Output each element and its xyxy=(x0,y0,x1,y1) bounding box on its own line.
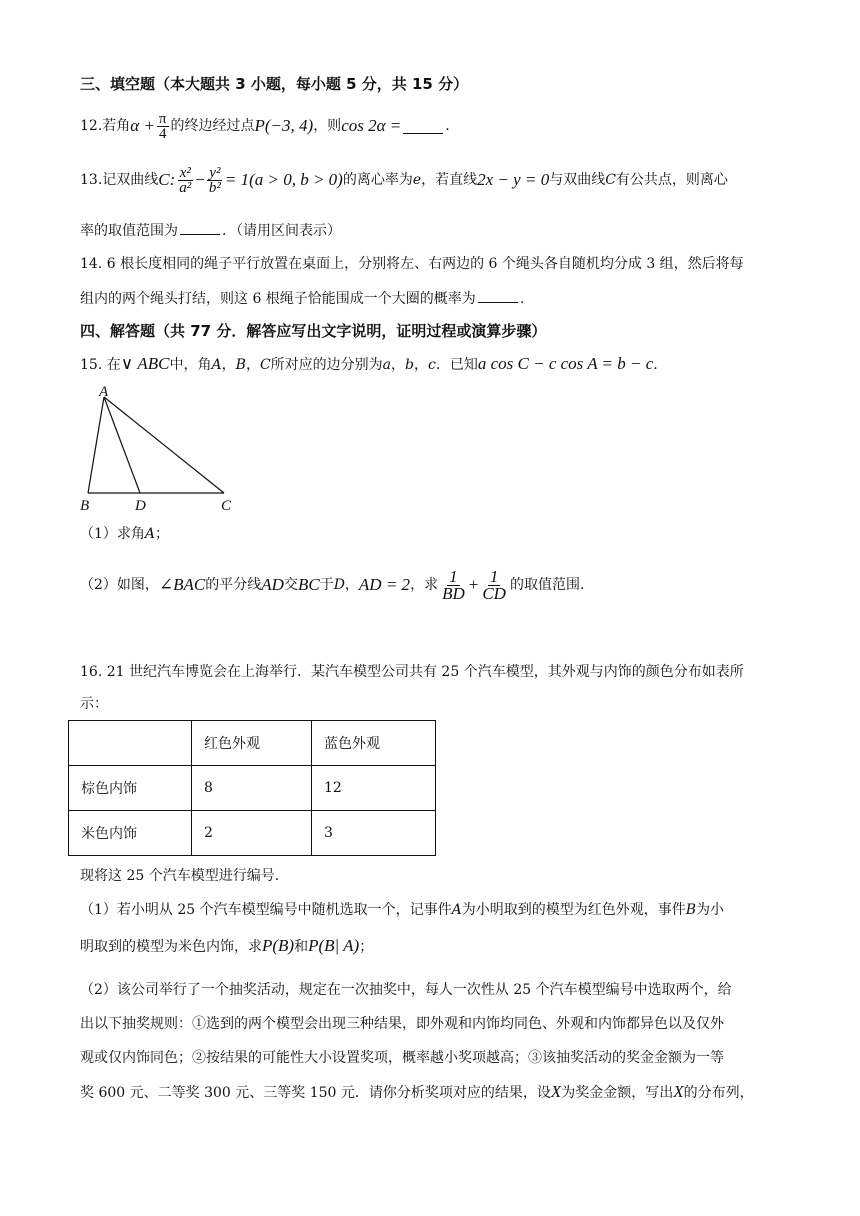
q16-part-1-line-2 xyxy=(80,936,373,957)
q15-equation: a cos C − c cos A = b − c xyxy=(477,354,654,373)
q16-p2-text-c: 的分布列， xyxy=(683,1085,754,1101)
table-cell: 3 xyxy=(312,811,436,856)
table-row xyxy=(69,811,436,856)
q16-p1-text-c: 为小 xyxy=(696,902,725,918)
table-cell: 米色内饰 xyxy=(69,811,192,856)
q16-p1-and: 和 xyxy=(294,939,309,955)
q12-number: 12. xyxy=(80,118,103,134)
q13-x2: x² xyxy=(179,164,191,181)
q13-condition: = 1(a > 0, b > 0) xyxy=(224,170,343,189)
q16-part-1-line-1 xyxy=(80,900,724,920)
q15-A: A xyxy=(211,357,222,373)
q15-part-1 xyxy=(80,524,169,544)
q15-frac-1-cd xyxy=(480,566,508,603)
q12-answer-blank[interactable] xyxy=(403,119,443,134)
q14-line2-text-b: . xyxy=(519,291,525,307)
q12-frac-den: 4 xyxy=(158,125,167,142)
q15-p2-text-b: 的平分线 xyxy=(205,577,262,593)
q15-plus: + xyxy=(468,575,479,594)
q12-alpha: α + xyxy=(130,116,155,135)
q15-p1-text-a: （1）求角 xyxy=(80,526,145,542)
q15-C: C xyxy=(259,357,271,373)
q15-p2-text-c: 交 xyxy=(283,577,298,593)
q16-p1-end: ； xyxy=(359,939,374,955)
q13-number: 13. xyxy=(80,172,103,188)
q15-sep-1: ， xyxy=(221,357,236,373)
q15-p1-A: A xyxy=(144,526,156,542)
table-header-cell xyxy=(69,721,192,766)
q16-part-2-line-4 xyxy=(80,1082,754,1103)
label-c: C xyxy=(221,498,232,514)
q13-text-2: 的离心率为 xyxy=(342,172,413,188)
q12-text-1: 若角 xyxy=(102,118,131,134)
q12-text-2: 的终边经过点 xyxy=(170,118,255,134)
q13-y2-over-b2 xyxy=(207,166,223,195)
q16-p1-pb: P(B) xyxy=(262,936,295,955)
table-cell: 棕色内饰 xyxy=(69,766,192,811)
section-heading-solutions: 四、解答题（共 77 分．解答应写出文字说明，证明过程或演算步骤） xyxy=(80,322,547,340)
q15-p2-ad: AD xyxy=(261,575,284,594)
q15-B: B xyxy=(235,357,246,373)
q15-frac2-den: CD xyxy=(482,583,506,603)
q13-y2: y² xyxy=(209,164,221,181)
q13-c: C: xyxy=(158,170,176,189)
q12-text-4: . xyxy=(445,118,450,134)
q15-a: a xyxy=(382,357,392,373)
q12-frac-num: π xyxy=(158,110,167,127)
q13-answer-blank[interactable] xyxy=(180,220,220,235)
table-row xyxy=(69,766,436,811)
q15-frac1-den: BD xyxy=(442,583,465,603)
q15-sep-4: ， xyxy=(414,357,428,373)
q13-a2: a² xyxy=(179,179,192,196)
q15-text-1: 在 xyxy=(106,357,121,373)
segment-ab xyxy=(88,397,104,493)
q14-answer-blank[interactable] xyxy=(478,288,518,303)
q15-p2-text-f: ，求 xyxy=(410,577,439,593)
q15-sep-3: ， xyxy=(391,357,406,373)
question-16-line-2: 示： xyxy=(80,696,108,712)
q13-x2-over-a2 xyxy=(177,166,193,195)
q13-e: e xyxy=(412,172,422,188)
q16-part-2-line-3: 观或仅内饰同色；②按结果的可能性大小设置奖项，概率越小奖项越高；③该抽奖活动的奖金金额为一等 xyxy=(80,1050,724,1066)
table-header-row xyxy=(69,721,436,766)
question-15 xyxy=(80,354,658,375)
triangle-figure xyxy=(76,384,246,514)
q12-text-3: ，则 xyxy=(313,118,342,134)
label-b: B xyxy=(80,498,90,514)
q15-p2-bc: BC xyxy=(297,575,320,594)
question-12 xyxy=(80,108,450,144)
question-16-line-1: 16. 21 世纪汽车博览会在上海举行．某汽车模型公司共有 25 个汽车模型，其外观与内饰的颜色分布如表所 xyxy=(80,664,744,680)
q15-sep-2: ， xyxy=(245,357,260,373)
q15-number: 15. xyxy=(80,357,107,373)
q13-b2: b² xyxy=(208,179,221,196)
q15-triangle: ∨ ABC xyxy=(120,354,170,373)
table-cell: 8 xyxy=(192,766,312,811)
q15-p2-text-a: （2）如图， xyxy=(80,577,159,593)
question-16-line-3: 现将这 25 个汽车模型进行编号. xyxy=(80,868,280,884)
q15-p2-d: D xyxy=(333,577,345,593)
label-a: A xyxy=(99,384,109,400)
q16-p1-A: A xyxy=(451,902,462,918)
q13-text-3: ，若直线 xyxy=(421,172,478,188)
q15-p2-text-d: 于 xyxy=(319,577,334,593)
q16-p2-x: X xyxy=(550,1082,562,1101)
q15-b: b xyxy=(405,357,414,373)
question-13 xyxy=(80,160,728,200)
section-heading-fill-in: 三、填空题（本大题共 3 小题，每小题 5 分，共 15 分） xyxy=(80,75,469,93)
q15-text-5: . xyxy=(653,357,658,373)
question-14-line-1: 14. 6 根长度相同的绳子平行放置在桌面上，分别将左、右两边的 6 个绳头各自随机均分成 3 组，然后将每 xyxy=(80,256,744,272)
q16-p2-text-a: 奖 600 元、二等奖 300 元、三等奖 150 元．请你分析奖项对应的结果，设 xyxy=(80,1085,551,1101)
q16-p2-text-b: 为奖金金额，写出 xyxy=(561,1085,674,1101)
q13-text-5: 有公共点，则离心 xyxy=(615,172,728,188)
q15-c: c xyxy=(428,357,436,373)
q15-frac1-num: 1 xyxy=(449,566,458,586)
label-d: D xyxy=(135,498,146,514)
q15-text-3: 所对应的边分别为 xyxy=(270,357,383,373)
q15-p2-angle: ∠BAC xyxy=(158,575,206,594)
q13-text-4: 与双曲线 xyxy=(549,172,606,188)
q13-line2-text-b: ．（请用区间表示） xyxy=(222,223,341,239)
question-14-line-2 xyxy=(80,288,524,309)
q15-p2-ad-eq: AD = 2 xyxy=(358,575,411,594)
q14-line2-text-a: 组内的两个绳头打结，则这 6 根绳子恰能围成一个大圈的概率为 xyxy=(80,291,476,307)
color-distribution-table xyxy=(68,720,436,856)
q16-part-2-line-2: 出以下抽奖规则：①选到的两个模型会出现三种结果，即外观和内饰均同色、外观和内饰都异色以及仅外 xyxy=(80,1016,724,1032)
q15-frac2-num: 1 xyxy=(489,566,499,586)
q13-c2: C xyxy=(605,172,616,188)
question-13-line-2 xyxy=(80,220,341,241)
q15-p2-text-e: ， xyxy=(344,577,359,593)
q13-line2-text-a: 率的取值范围为 xyxy=(80,223,178,239)
q16-p1-text-b: 为小明取到的模型为红色外观，事件 xyxy=(461,902,686,918)
table-cell: 2 xyxy=(192,811,312,856)
q15-text-2: 中，角 xyxy=(169,357,212,373)
q15-p2-text-g: 的取值范围. xyxy=(509,577,585,593)
q13-minus: − xyxy=(195,170,205,189)
q15-part-2 xyxy=(80,562,584,608)
q12-cos: cos 2α = xyxy=(341,116,402,135)
q13-text-1: 记双曲线 xyxy=(102,172,159,188)
q12-pi-over-4 xyxy=(157,112,169,141)
q16-p2-x2: X xyxy=(673,1082,684,1101)
q15-text-4: ．已知 xyxy=(435,357,478,373)
table-header-cell: 蓝色外观 xyxy=(312,721,436,766)
table-cell: 12 xyxy=(312,766,436,811)
q16-p1-B: B xyxy=(685,902,697,918)
q16-p1-pba: P(B| A) xyxy=(308,936,360,955)
q16-p1-text-a: （1）若小明从 25 个汽车模型编号中随机选取一个，记事件 xyxy=(80,902,452,918)
q16-part-2-line-1: （2）该公司举行了一个抽奖活动，规定在一次抽奖中，每人一次性从 25 个汽车模型编号中选取两个，给 xyxy=(80,982,732,998)
table-header-cell: 红色外观 xyxy=(192,721,312,766)
q16-p1-text-d: 明取到的模型为米色内饰，求 xyxy=(80,939,262,955)
q13-line-eq: 2x − y = 0 xyxy=(477,170,550,189)
q12-point: P(−3, 4) xyxy=(254,116,314,135)
q15-frac-1-bd xyxy=(440,566,467,603)
q15-p1-text-b: ； xyxy=(155,526,170,542)
